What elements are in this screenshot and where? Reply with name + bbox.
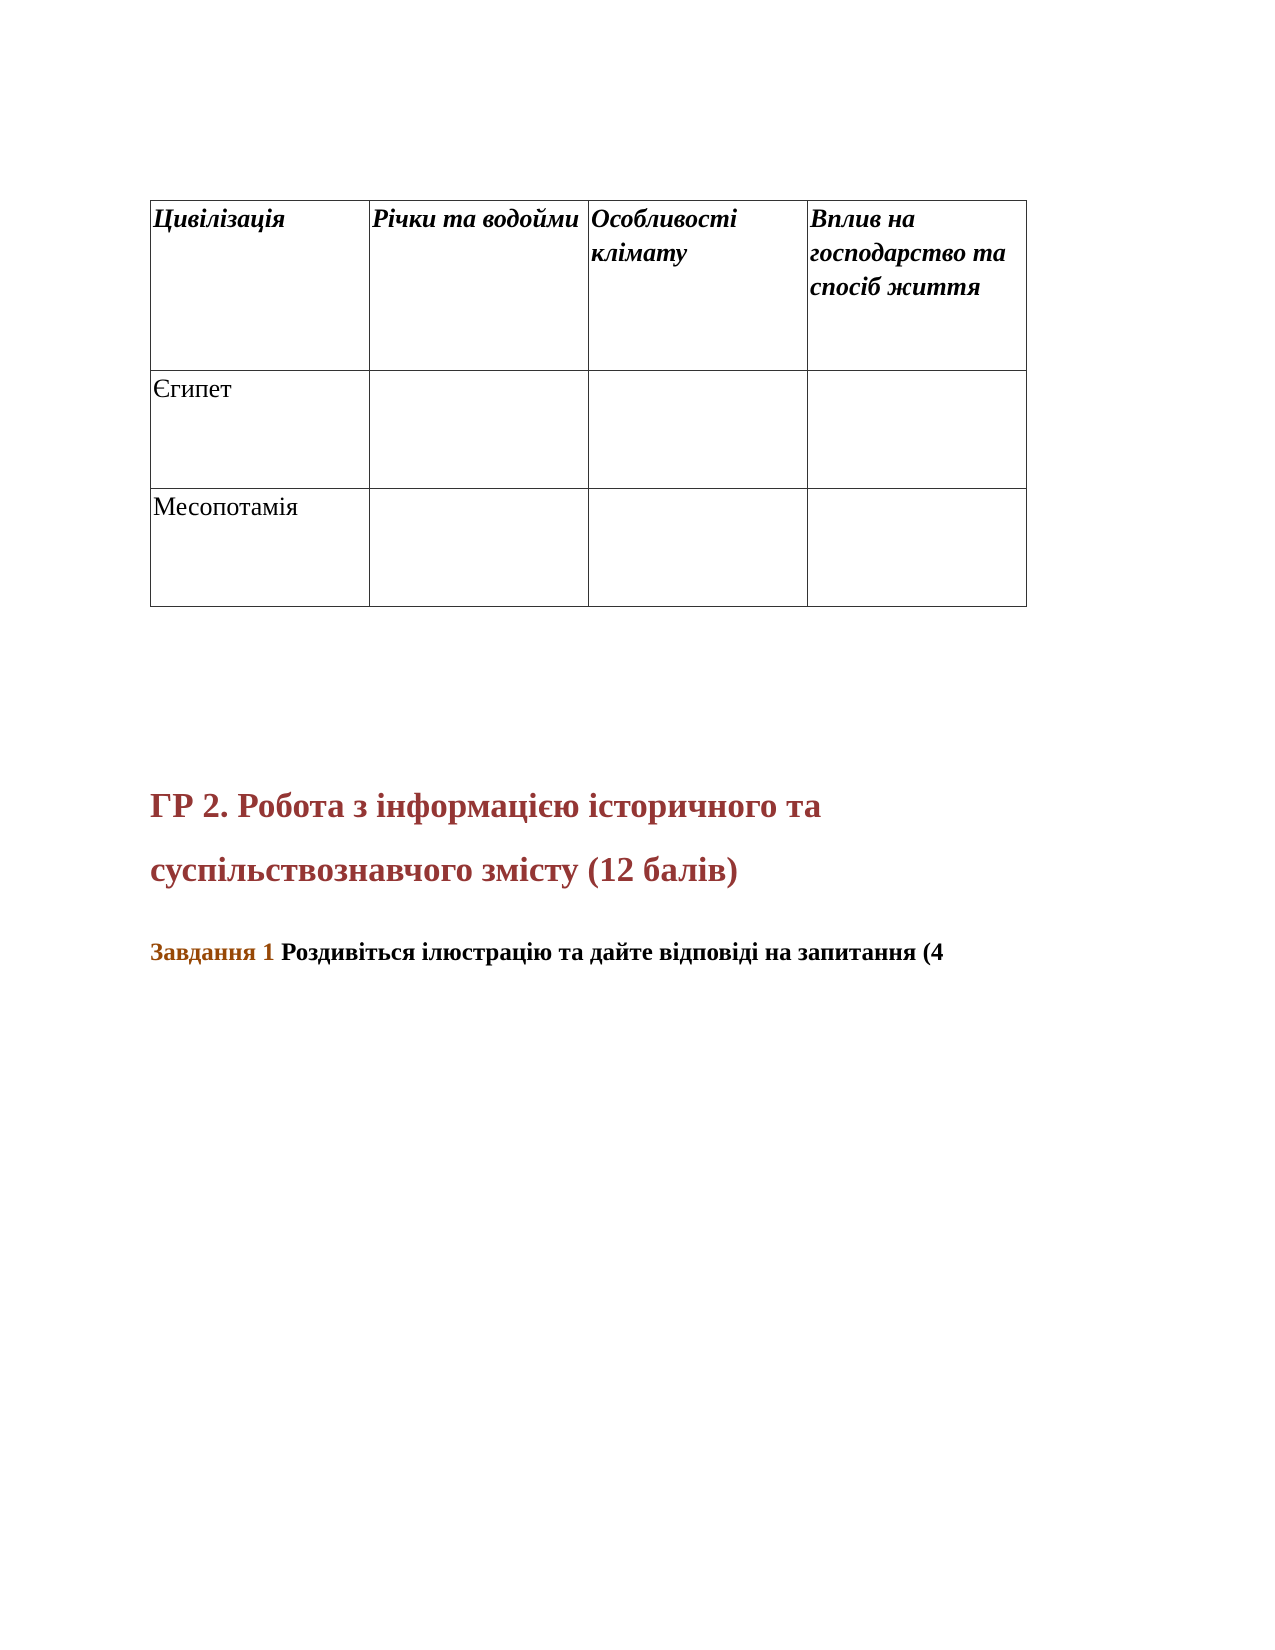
header-civilization: Цивілізація	[151, 201, 370, 371]
table-row	[151, 371, 1027, 489]
cell-climate	[589, 371, 808, 489]
cell-climate	[589, 489, 808, 607]
section-title: ГР 2. Робота з інформацією історичного та суспільствознавчого змісту (12 балів)	[150, 786, 822, 889]
header-influence: Вплив на господарство та спосіб життя	[808, 201, 1027, 371]
cell-civilization-name: Месопотамія	[151, 489, 370, 607]
cell-influence	[808, 371, 1027, 489]
civilizations-table	[150, 200, 1027, 607]
table-header-row	[151, 201, 1027, 371]
header-rivers: Річки та водойми	[370, 201, 589, 371]
table-row	[151, 489, 1027, 607]
task-line	[150, 936, 1210, 970]
cell-influence	[808, 489, 1027, 607]
cell-rivers	[370, 371, 589, 489]
cell-civilization-name: Єгипет	[151, 371, 370, 489]
header-climate: Особливості клімату	[589, 201, 808, 371]
task-text: Роздивіться ілюстрацію та дайте відповіді на запитання (4	[281, 939, 944, 966]
task-label: Завдання 1	[150, 939, 275, 966]
cell-rivers	[370, 489, 589, 607]
